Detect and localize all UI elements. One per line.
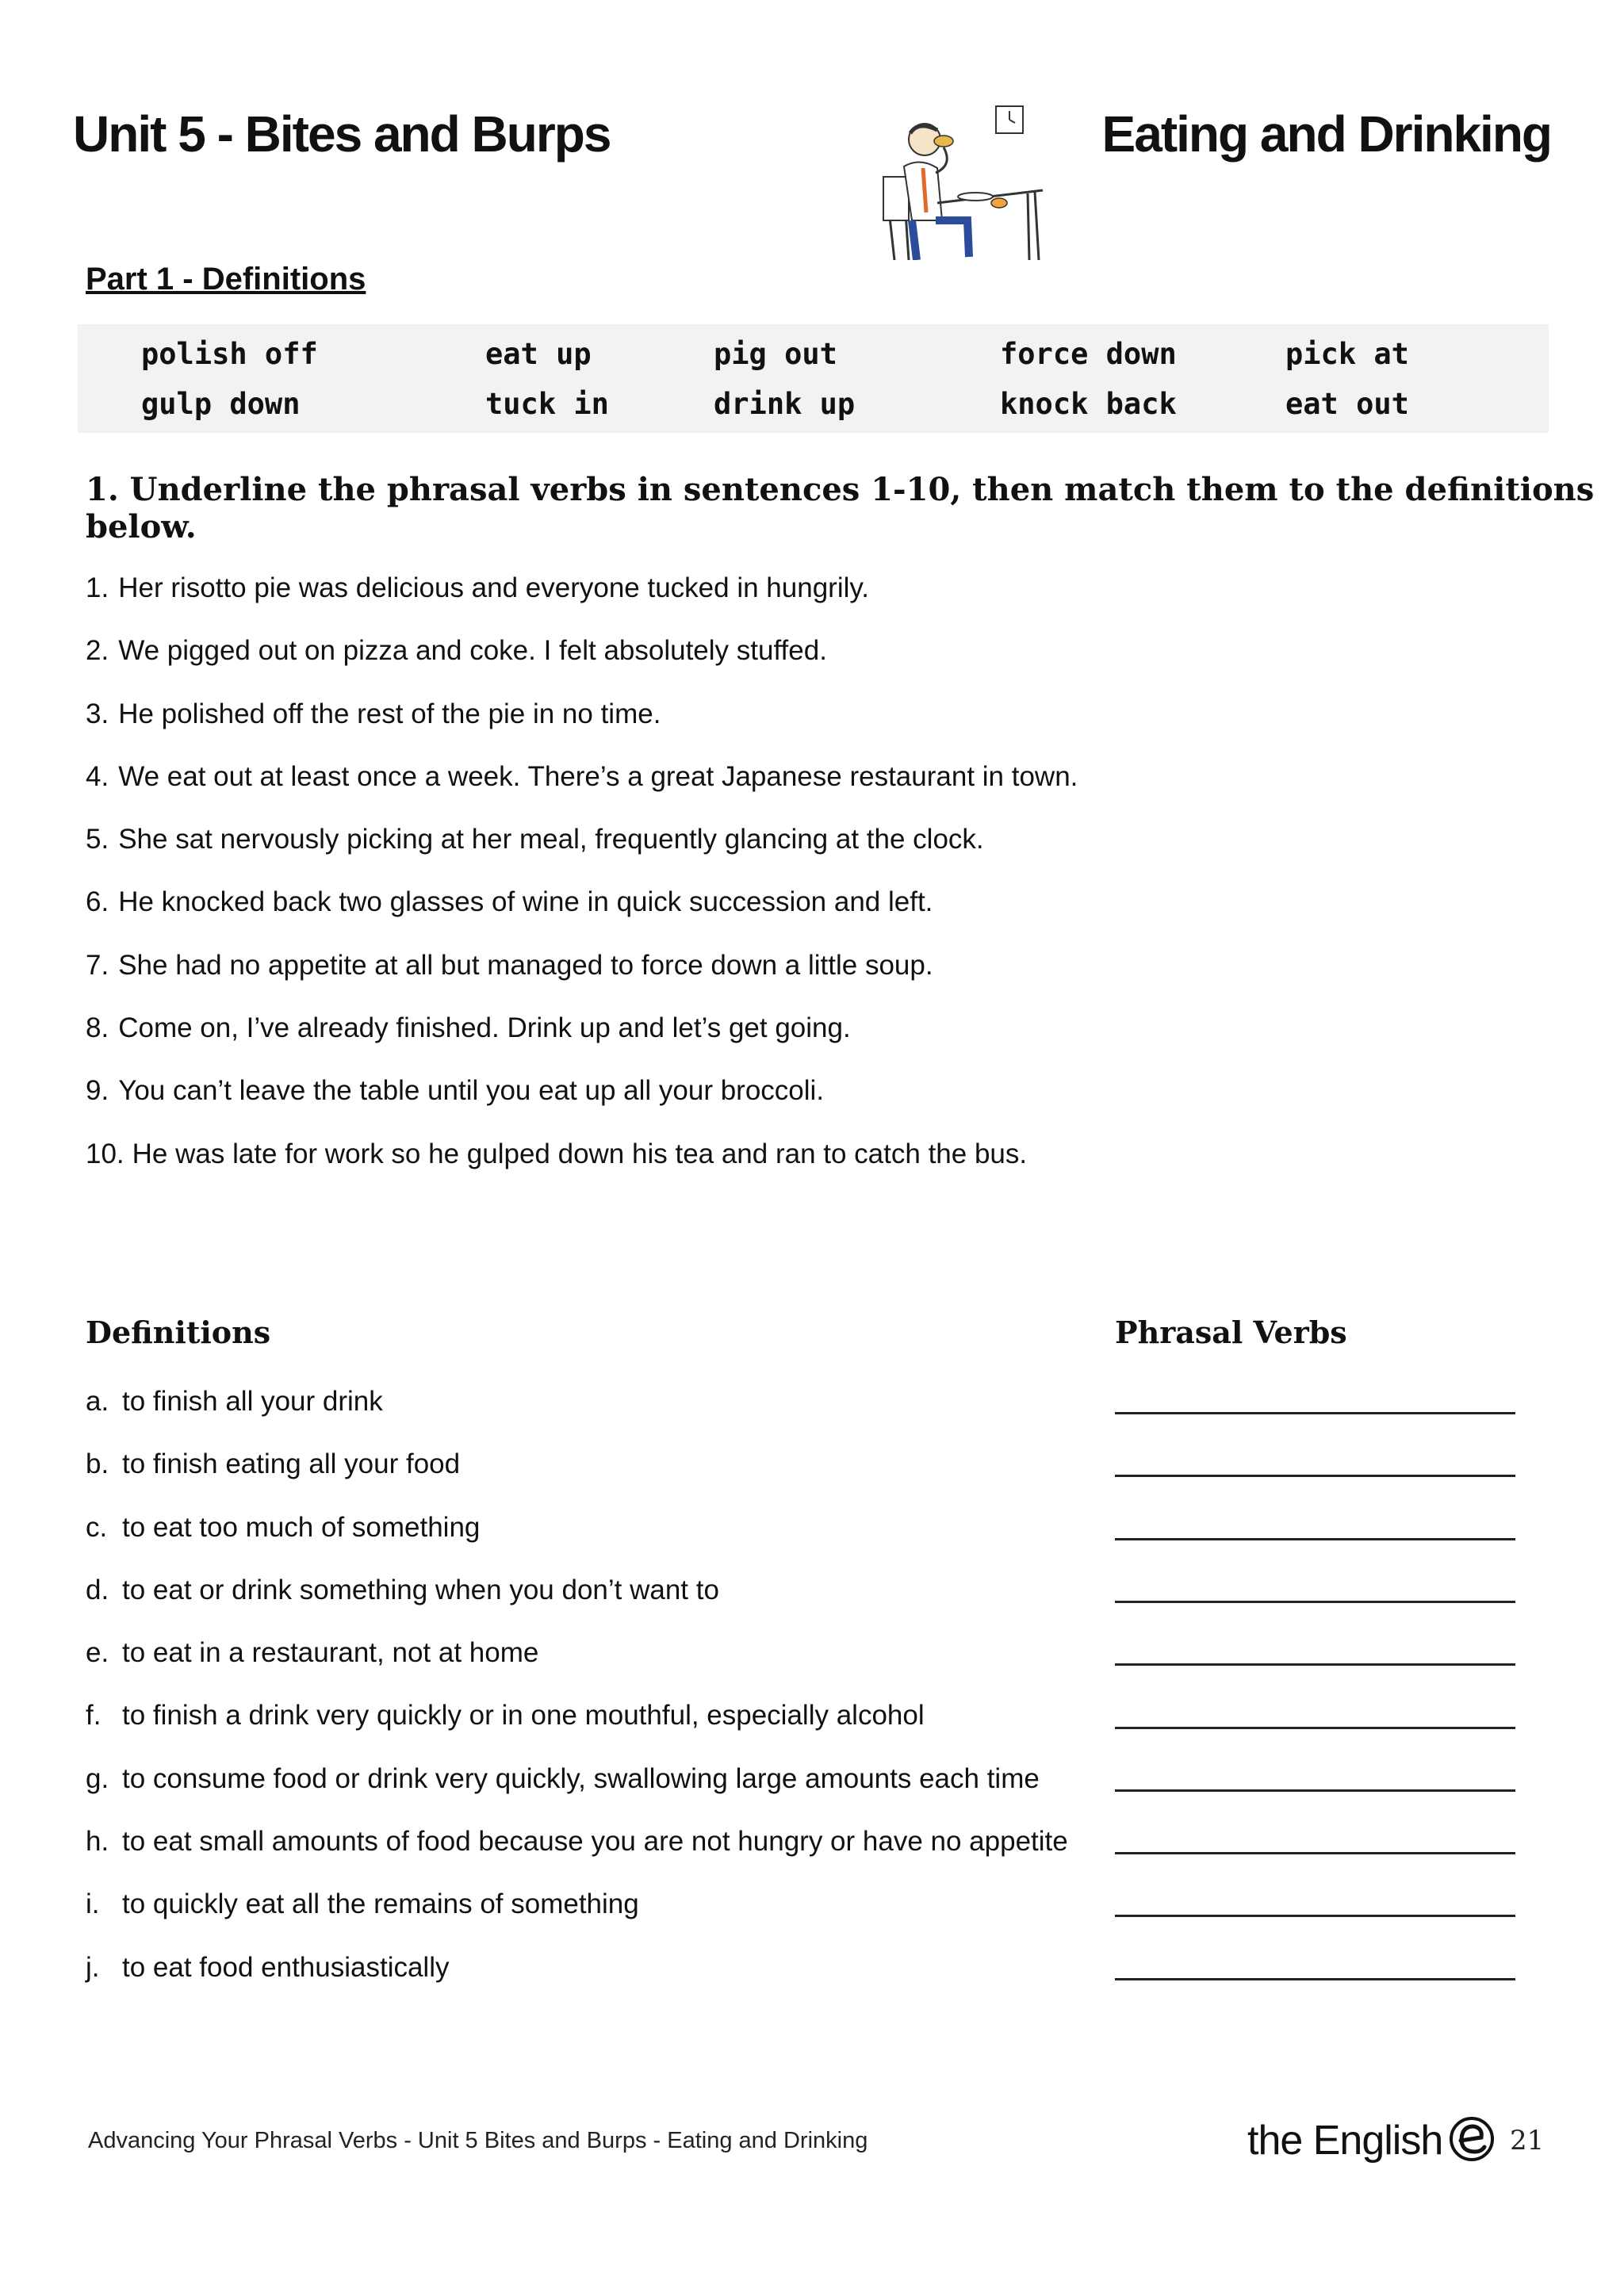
definition-letter: i. (86, 1888, 100, 1920)
phrasal-verb-word-box (78, 324, 1549, 433)
word-knock-back: knock back (1000, 387, 1177, 421)
unit-title: Unit 5 - Bites and Burps (73, 105, 611, 163)
sentence-number: 4. (86, 760, 109, 792)
sentence-number: 2. (86, 635, 109, 667)
definition-item (86, 1384, 1068, 1447)
definition-item (86, 1636, 1068, 1698)
sentence-item (86, 760, 1078, 822)
definition-item (86, 1824, 1068, 1887)
definition-text: to eat in a restaurant, not at home (122, 1637, 539, 1669)
definition-letter: b. (86, 1448, 109, 1480)
definition-text: to eat or drink something when you don’t want to (122, 1574, 719, 1605)
definition-text: to finish all your drink (122, 1386, 383, 1417)
definition-letter: f. (86, 1700, 102, 1732)
definition-item (86, 1762, 1068, 1824)
answer-line-h[interactable] (1115, 1852, 1515, 1854)
exercise-instruction: 1. Underline the phrasal verbs in sentences 1-10, then match them to the definitions below. (86, 471, 1595, 545)
definition-text: to finish a drink very quickly or in one mouthful, especially alcohol (122, 1700, 925, 1732)
definition-item (86, 1573, 1068, 1636)
sentence-item (86, 1137, 1078, 1200)
answer-line-j[interactable] (1115, 1978, 1515, 1980)
definition-letter: d. (86, 1574, 109, 1605)
word-polish-off: polish off (141, 337, 318, 371)
sentence-text: We pigged out on pizza and coke. I felt absolutely stuffed. (118, 635, 827, 667)
definition-item (86, 1698, 1068, 1761)
definition-letter: c. (86, 1511, 108, 1543)
sentence-text: She had no appetite at all but managed to force down a little soup. (118, 949, 933, 981)
e-logo-icon (1448, 2115, 1496, 2163)
definition-item (86, 1510, 1068, 1573)
sentence-number: 5. (86, 824, 109, 855)
topic-title: Eating and Drinking (1101, 105, 1551, 163)
sentence-item (86, 697, 1078, 760)
sentence-number: 6. (86, 886, 109, 918)
definition-letter: h. (86, 1826, 109, 1858)
answer-line-c[interactable] (1115, 1538, 1515, 1540)
sentence-item (86, 948, 1078, 1011)
word-eat-up: eat up (485, 337, 592, 371)
sentence-number: 9. (86, 1075, 109, 1107)
definition-letter: g. (86, 1762, 109, 1794)
definition-letter: e. (86, 1637, 109, 1669)
sentence-number: 1. (86, 572, 109, 603)
sentence-item (86, 1011, 1078, 1073)
answer-line-g[interactable] (1115, 1789, 1515, 1792)
sentence-item (86, 633, 1078, 696)
answer-line-i[interactable] (1115, 1915, 1515, 1917)
sentence-number: 3. (86, 698, 109, 729)
sentence-item (86, 885, 1078, 947)
logo-text: the English (1247, 2118, 1443, 2164)
word-pick-at: pick at (1285, 337, 1409, 371)
sentence-text: Come on, I’ve already finished. Drink up and let’s get going. (118, 1012, 851, 1044)
sentence-text: We eat out at least once a week. There’s a great Japanese restaurant in town. (118, 760, 1078, 792)
definition-item (86, 1447, 1068, 1510)
definition-text: to eat small amounts of food because you are not hungry or have no appetite (122, 1826, 1068, 1858)
definition-list (86, 1384, 1068, 2013)
definition-text: to eat too much of something (122, 1511, 481, 1543)
definition-text: to finish eating all your food (122, 1448, 461, 1480)
answer-line-b[interactable] (1115, 1475, 1515, 1477)
definition-text: to quickly eat all the remains of something (122, 1888, 639, 1920)
sentence-text: She sat nervously picking at her meal, frequently glancing at the clock. (118, 824, 984, 855)
sentence-text: You can’t leave the table until you eat up all your broccoli. (118, 1075, 825, 1107)
sentence-item (86, 571, 1078, 633)
word-pig-out: pig out (714, 337, 837, 371)
definition-letter: a. (86, 1386, 109, 1417)
man-eating-illustration-icon (880, 101, 1055, 260)
sentence-number: 8. (86, 1012, 109, 1044)
sentence-text: He knocked back two glasses of wine in quick succession and left. (118, 886, 933, 918)
definition-letter: j. (86, 1951, 100, 1983)
answer-line-e[interactable] (1115, 1663, 1515, 1666)
phrasal-verbs-heading: Phrasal Verbs (1115, 1314, 1347, 1350)
page-number: 21 (1510, 2125, 1545, 2156)
word-tuck-in: tuck in (485, 387, 609, 421)
definition-text: to consume food or drink very quickly, swallowing large amounts each time (122, 1762, 1040, 1794)
definition-text: to eat food enthusiastically (122, 1951, 450, 1983)
word-force-down: force down (1000, 337, 1177, 371)
sentence-item (86, 822, 1078, 885)
sentence-number: 7. (86, 949, 109, 981)
answer-line-a[interactable] (1115, 1412, 1515, 1414)
word-gulp-down: gulp down (141, 387, 301, 421)
answer-line-d[interactable] (1115, 1601, 1515, 1603)
sentence-item (86, 1073, 1078, 1136)
sentence-text: Her risotto pie was delicious and everyone tucked in hungrily. (118, 572, 869, 603)
definition-item (86, 1887, 1068, 1950)
sentence-number: 10. (86, 1138, 124, 1169)
sentence-text: He polished off the rest of the pie in no time. (118, 698, 661, 729)
part-title: Part 1 - Definitions (86, 262, 366, 297)
answer-line-f[interactable] (1115, 1727, 1515, 1729)
word-eat-out: eat out (1285, 387, 1409, 421)
definitions-heading: Definitions (86, 1314, 271, 1350)
sentence-text: He was late for work so he gulped down his tea and ran to catch the bus. (132, 1138, 1028, 1169)
word-drink-up: drink up (714, 387, 856, 421)
sentence-list (86, 571, 1078, 1200)
definition-item (86, 1950, 1068, 2013)
footer-text: Advancing Your Phrasal Verbs - Unit 5 Bites and Burps - Eating and Drinking (88, 2128, 868, 2153)
